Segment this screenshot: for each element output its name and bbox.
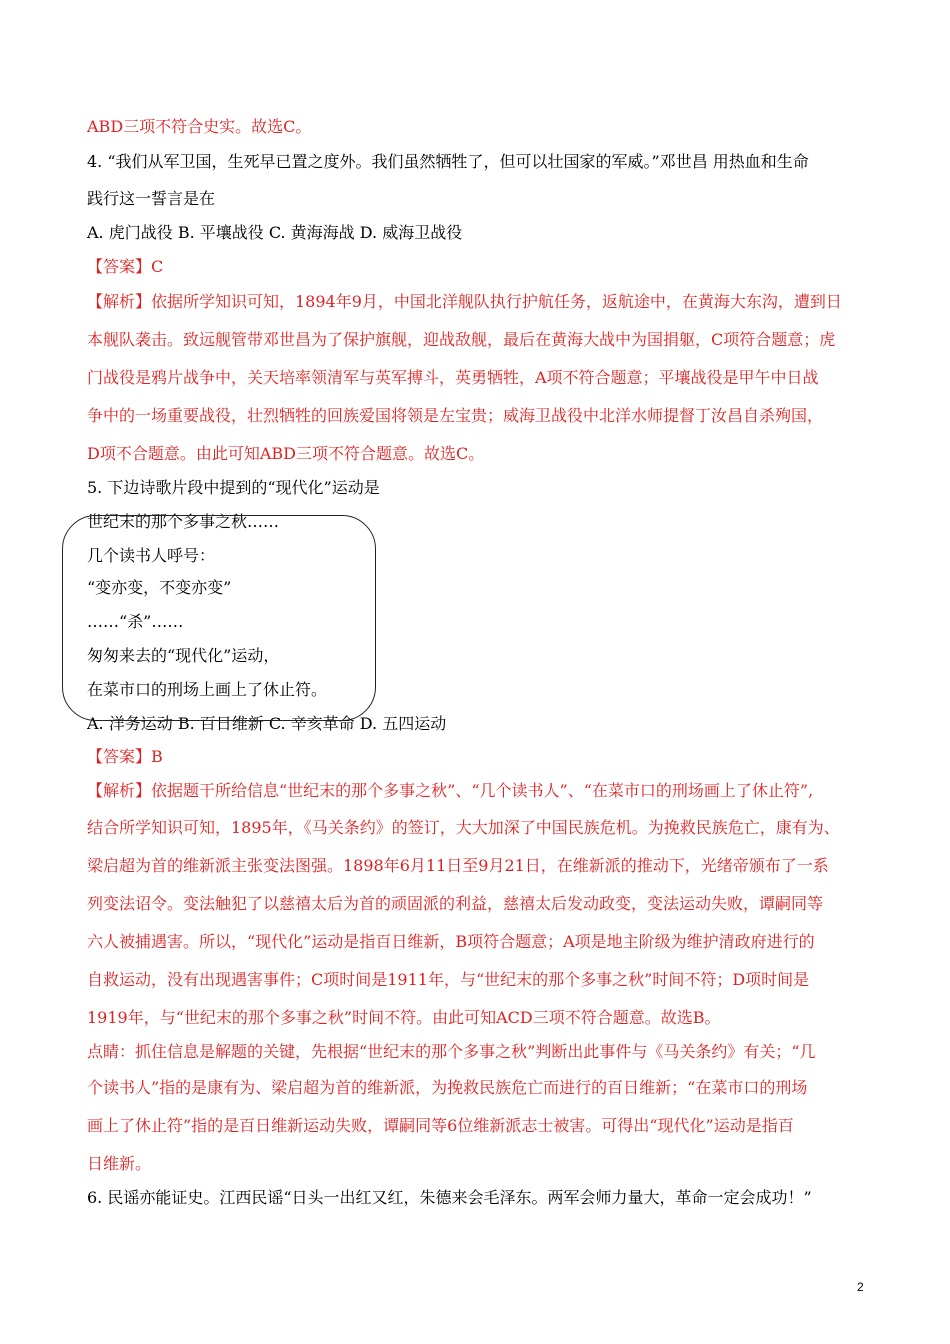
text-line: 自救运动，没有出现遇害事件；C项时间是1911年，与“世纪末的那个多事之秋”时间不符；D项时间是 (87, 970, 810, 989)
text-line: 门战役是鸦片战争中，关天培率领清军与英军搏斗，英勇牺牲，A项不符合题意；平壤战役是甲午中日战 (87, 368, 819, 387)
text-line: 列变法诏令。变法触犯了以慈禧太后为首的顽固派的利益，慈禧太后发动政变，变法运动失败，谭嗣同等 (87, 894, 824, 913)
text-line: 6. 民谣亦能证史。江西民谣“日头一出红又红，朱德来会毛泽东。两军会师力量大，革命一定会成功！” (87, 1188, 812, 1207)
text-line: 1919年，与“世纪末的那个多事之秋”时间不符。由此可知ACD三项不符合题意。故选B。 (87, 1008, 721, 1027)
text-line: 【解析】依据所学知识可知，1894年9月，中国北洋舰队执行护航任务，返航途中，在黄海大东沟，遭到日 (87, 292, 842, 311)
poem-frame (62, 515, 376, 721)
text-line: 践行这一誓言是在 (87, 189, 216, 208)
text-line: 4. “我们从军卫国，生死早已置之度外。我们虽然牺牲了，但可以壮国家的军威。”邓世昌 用热血和生命 (87, 152, 809, 171)
text-line: 本舰队袭击。致远舰管带邓世昌为了保护旗舰，迎战敌舰，最后在黄海大战中为国捐躯，C项符合题意；虎 (87, 330, 836, 349)
text-line: 在菜市口的刑场上画上了休止符。 (87, 680, 328, 699)
text-line: ……“杀”…… (87, 612, 184, 631)
text-line: 点睛：抓住信息是解题的关键，先根据“世纪末的那个多事之秋”判断出此事件与《马关条约》有关；“几 (87, 1042, 816, 1061)
text-line: 个读书人”指的是康有为、梁启超为首的维新派，为挽救民族危亡而进行的百日维新；“在菜市口的刑场 (87, 1078, 808, 1097)
text-line: 【答案】C (87, 257, 164, 276)
text-line: 六人被捕遇害。所以，“现代化”运动是指百日维新，B项符合题意；A项是地主阶级为维护清政府进行的 (87, 932, 815, 951)
text-line: 日维新。 (87, 1154, 152, 1173)
text-line: 梁启超为首的维新派主张变法图强。1898年6月11日至9月21日，在维新派的推动下，光绪帝颁布了一系 (87, 856, 829, 875)
text-line: D项不合题意。由此可知ABD三项不符合题意。故选C。 (87, 444, 485, 463)
page-number: 2 (857, 1280, 864, 1294)
text-line: 结合所学知识可知，1895年，《马关条约》的签订，大大加深了中国民族危机。为挽救民族危亡，康有为、 (87, 818, 840, 837)
text-line: 匆匆来去的“现代化”运动， (87, 646, 280, 665)
text-line: 【解析】依据题干所给信息“世纪末的那个多事之秋”、“几个读书人”、“在菜市口的刑场画上了休止符”, (87, 781, 814, 800)
text-line: 世纪末的那个多事之秋…… (87, 512, 280, 531)
text-line: 争中的一场重要战役，壮烈牺牲的回族爱国将领是左宝贵；威海卫战役中北洋水师提督丁汝昌自杀殉国， (87, 406, 824, 425)
text-line: 5. 下边诗歌片段中提到的“现代化”运动是 (87, 478, 380, 497)
text-line: ABD三项不符合史实。故选C。 (87, 117, 312, 136)
text-line: 画上了休止符”指的是百日维新运动失败，谭嗣同等6位维新派志士被害。可得出“现代化”运动是指百 (87, 1116, 794, 1135)
text-line: 几个读书人呼号： (87, 546, 216, 565)
text-line: “变亦变，不变亦变” (87, 578, 232, 597)
text-line: A. 虎门战役 B. 平壤战役 C. 黄海海战 D. 威海卫战役 (87, 223, 463, 242)
text-line: A. 洋务运动 B. 百日维新 C. 辛亥革命 D. 五四运动 (87, 714, 447, 733)
text-line: 【答案】B (87, 747, 163, 766)
